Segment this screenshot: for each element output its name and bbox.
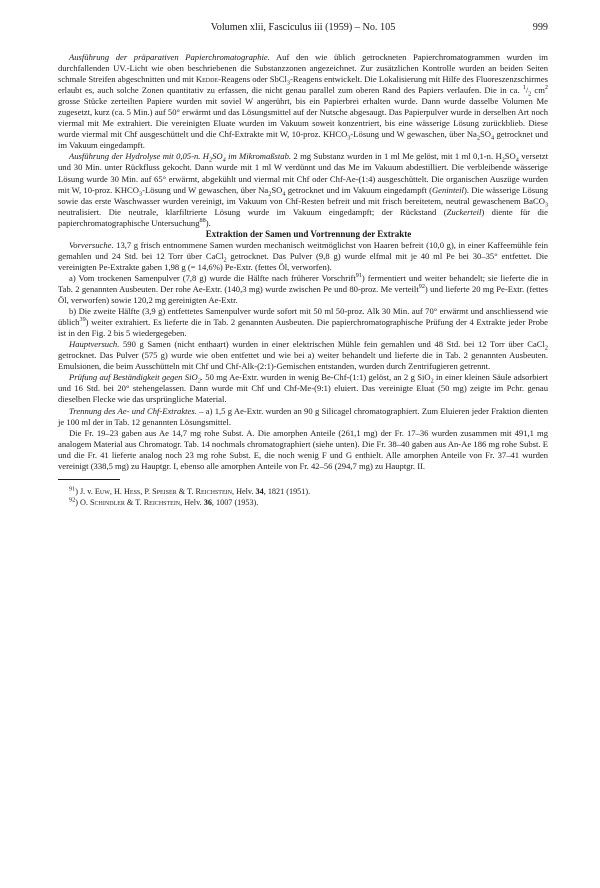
footnote-number: 92 xyxy=(69,496,76,504)
paragraph-lead-title: Prüfung auf Beständigkeit gegen SiO$_2$. xyxy=(69,372,203,386)
paragraph-lead-title: Ausführung der präparativen Papierchromatographie. xyxy=(69,52,270,62)
paragraph-sio2-stability: Prüfung auf Beständigkeit gegen SiO$_2$. 50 mg Ae-Extr. wurden in wenig Be-Chf-(1:1) gelöst, an 2 g SiO$_2$ in einer kleinen Säule adsorbiert und 16 Std. bei 20° stehengelassen. Dann wurde mit Chf und Chf-Me-(9:1) eluiert. Das vereinigte Eluat (50 mg) zeigte im Pchr. genau dieselben Flecke wie das ursprüngliche Material. xyxy=(58,372,548,405)
running-header xyxy=(58,22,548,38)
paragraph-hydrolysis: Ausführung der Hydrolyse mit 0,05-n. $H_2SO_4$ im Mikromaßstab. 2 mg Substanz wurden in 1 ml Me gelöst, mit 1 ml 0,1-n. $H_2SO_4$ versetzt und 30 Min. unter Rückfluss gekocht. Dann wurde mit 1 ml W verdünnt und das Me im Vakuum abdestilliert. Die verbleibende wässerige Lösung wurde 30 Min. auf 65° erwärmt, abgekühlt und viermal mit Chf oder Chf-Ae-(1:4) ausgeschüttelt. Die organischen Auszüge wurden mit W, 10-proz. $KHCO_3$-Lösung und W gewaschen, über $Na_2SO_4$ getrocknet und im Vakuum eingedampft (Geninteil). Die wässerige Lösung sowie das erste Waschwasser wurden vereinigt, im Vakuum von Chf-Resten befreit und mit frisch bereitetem, neutral gewaschenem BaCO$_3$ neutralisiert. Die neutrale, klarfiltrierte Lösung wurde im Vakuum eingedampft; der Rückstand (Zuckerteil) diente für die papierchromatographische Untersuchung$^{88}$). xyxy=(58,151,549,228)
paragraph-main-experiment: Hauptversuch. 590 g Samen (nicht enthaart) wurden in einer elektrischen Mühle fein gemahlen und 48 Std. bei 12 Torr über CaCl$_2$ getrocknet. Das Pulver (575 g) wurde wie oben entfettet und wie bei a) weiter behandelt und lieferte die in Tab. 2 genannten Ausbeuten. Emulsionen, die beim Ausschütteln mit Chf und Chf-Alk-(2:1)-Gemischen entstanden, wurden durch Zentrifugieren getrennt. xyxy=(58,339,548,372)
journal-page xyxy=(58,22,548,508)
paragraph-preliminary-tests: Vorversuche. 13,7 g frisch entnommene Samen wurden mechanisch weitmöglichst von Haaren befreit (10,0 g), in einer Kaffeemühle fein gemahlen und 24 Std. bei 12 Torr über CaCl$_2$ getrocknet. Das Pulver (9,8 g) wurde elfmal mit je 40 ml Pe bei 30–35° entfettet. Die vereinigten Pe-Extrakte gaben 1,98 g (= 14,6%) Pe-Extr. (fettes Öl, verworfen). xyxy=(58,239,548,272)
footnote-91: $^{91}$) J. v. Euw, H. Hess, P. Speiser & T. Reichstein, Helv. 34, 1821 (1951). xyxy=(69,485,311,496)
article-body xyxy=(58,52,548,508)
paragraph-lead-title: Ausführung der Hydrolyse mit 0,05-n. $H_2SO_4$ im Mikromaßstab. xyxy=(69,151,292,165)
reference-marker: 92 xyxy=(418,283,425,291)
paragraph-lead-title: Trennung des Ae- und Chf-Extraktes. xyxy=(69,405,197,416)
paragraph-variant-b: b) Die zweite Hälfte (3,9 g) entfettetes Samenpulver wurde sofort mit 50 ml 50-proz. Alk 30 Min. auf 70° erwärmt und anschliessend wie üblich$^{39}$) weiter extrahiert. Es lieferte die in Tab. 2 genannten Ausbeuten. Die papierchromatographische Prüfung der 4 Extrakte jeder Probe ist in den Fig. 2 bis 5 wiedergegeben. xyxy=(58,306,548,339)
page-number: 999 xyxy=(532,22,548,33)
journal-volume-line: Volumen xlii, Fasciculus iii (1959) – No. 105 xyxy=(210,22,396,33)
paragraph-fractions: Die Fr. 19–23 gaben aus Ae 14,7 mg rohe Subst. A. Die amorphen Anteile (261,1 mg) der Fr. 17–36 wurden zusammen mit 491,1 mg analogem Material aus Chromatogr. Tab. 14 nochmals chromatographiert (siehe unten). Die Fr. 38–40 gaben aus An-Ae 186 mg rohe Subst. E und die Fr. 41 lieferte analog noch 23 mg rohe Subst. E, die noch wenig F und G enthielt. Alle amorphen Anteile von Fr. 37–41 wurden vereinigt (338,5 mg) zu Hauptgr. I, ebenso alle amorphen Anteile von Fr. 42–56 (294,7 mg) zu Hauptgr. II. xyxy=(58,427,548,471)
reference-marker: 88 xyxy=(199,216,206,224)
author-name: Kedde xyxy=(195,74,219,85)
footnote-92: $^{92}$) O. Schindler & T. Reichstein, Helv. 36, 1007 (1953). xyxy=(69,496,259,507)
paragraph-lead-title: Vorversuche. xyxy=(69,239,114,250)
reference-marker: 39 xyxy=(79,316,86,324)
reference-marker: 91 xyxy=(355,272,362,280)
paragraph-preparative-chromatography: Ausführung der präparativen Papierchromatographie. Auf den wie üblich getrockneten Papierchromatogrammen wurden im durchfallenden UV.-Licht wie oben beschriebenen die Substanzzonen angezeichnet. Zur zusätzlichen Kontrolle wurden an beiden Seiten schmale Streifen abgeschnitten und mit Kedde-Reagens oder SbCl$_3$-Reagens entwickelt. Die Lokalisierung mit Hilfe des Fluoreszenzschirmes erlaubt es, auch solche Zonen quantitativ zu erfassen, die nicht genau parallel zum oberen Rand des Papiers verlaufen. Die in ca. $^1/_2$ $cm^2$ grosse Stücke zerteilten Papiere wurden mit soviel W angerührt, bis ein Papierbrei erhalten wurde. Dann wurde dasselbe Volumen Me zugesetzt, kurz (ca. 5 Min.) auf 50° erwärmt und das Lösungsmittel auf der Nutsche abgesaugt. Das Papierpulver wurde in derselben Art noch viermal mit Me extrahiert. Die vereinigten Eluate wurden im Vakuum soweit konzentriert, bis eine wässerige Lösung zurückblieb. Diese wurde viermal mit Chf ausgeschüttelt und die Chf-Extrakte mit W, 10-proz. $KHCO_3$-Lösung und W gewaschen, über $Na_2SO_4$ getrocknet und im Vakuum eingedampft. xyxy=(58,52,548,151)
paragraph-lead-title: Hauptversuch. xyxy=(69,339,120,350)
footnote-number: 91 xyxy=(69,485,76,493)
section-heading: Extraktion der Samen und Vortrennung der Extrakte xyxy=(205,228,412,239)
paragraph-variant-a: a) Vom trockenen Samenpulver (7,8 g) wurde die Hälfte nach früherer Vorschrift$^{91}$) fermentiert und weiter behandelt; sie lieferte die in Tab. 2 genannten Ausbeuten. Der rohe Ae-Extr. (140,3 mg) wurde zwischen Pe und 80-proz. Me verteilt$^{92}$) und lieferte 20 mg Pe-Extr. (fettes Öl, verworfen) sowie 120,2 mg gereinigten Ae-Extr. xyxy=(58,272,548,306)
paragraph-extract-separation: Trennung des Ae- und Chf-Extraktes. – a) 1,5 g Ae-Extr. wurden an 90 g Silicagel chromatographiert. Zum Eluieren jeder Fraktion dienten je 100 ml der in Tab. 12 genannten Lösungsmittel. xyxy=(58,405,548,427)
footnote-divider xyxy=(58,479,120,480)
